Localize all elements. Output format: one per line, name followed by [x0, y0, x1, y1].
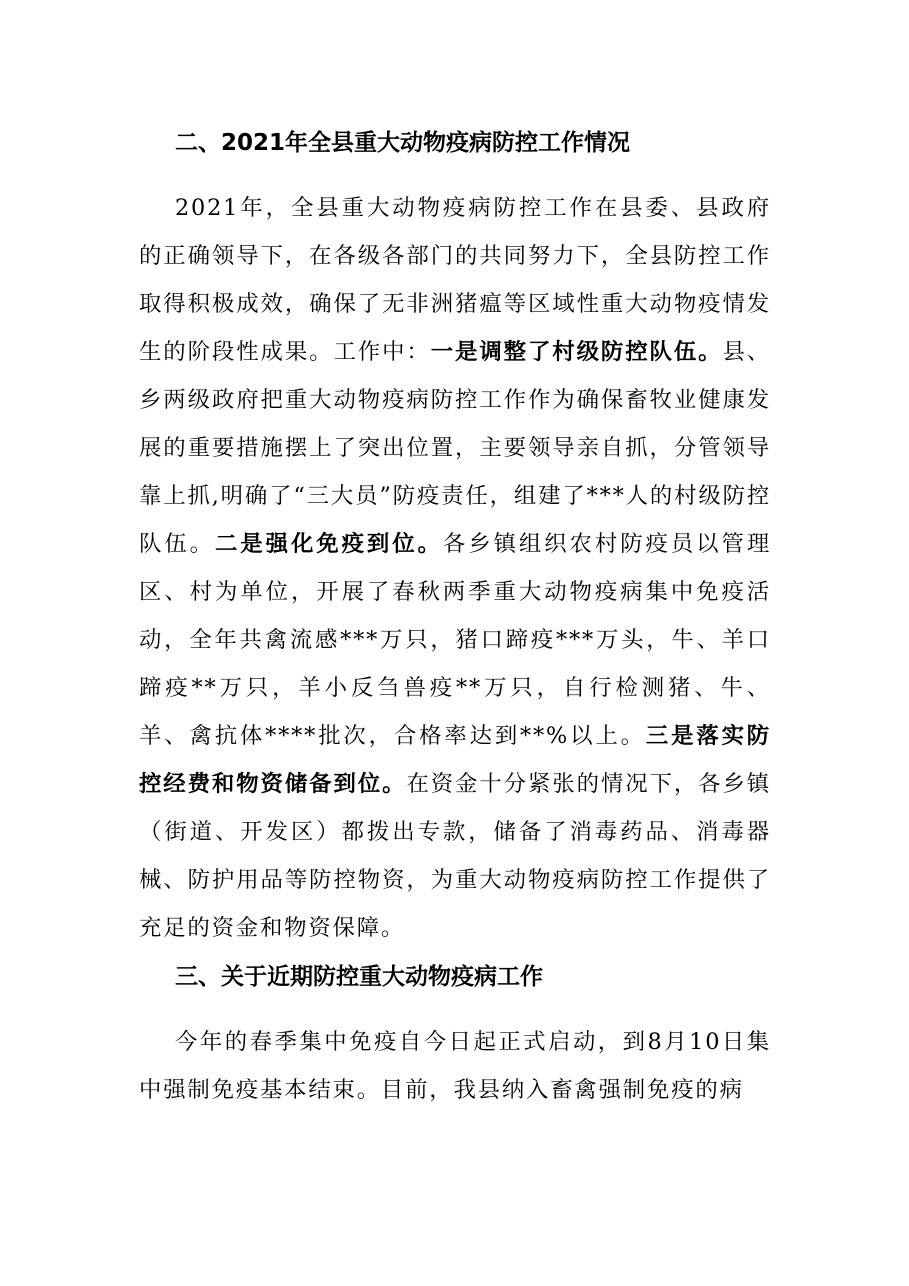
point-3-title: 三是落实防控经费和物资储备到位。 [139, 723, 771, 797]
section-3-paragraph: 今年的春季集中免疫自今日起正式启动，到8月10日集中强制免疫基本结束。目前，我县纳入畜禽强制免疫的病 [139, 1029, 771, 1103]
point-1-body: 县、乡两级政府把重大动物疫病防控工作作为确保畜牧业健康发展的重要措施摆上了突出位置，主要领导亲自抓，分管领导靠上抓,明确了“三大员”防疫责任，组建了***人的村级防控队伍。 [139, 339, 772, 557]
section-3-heading: 三、关于近期防控重大动物疫病工作 [175, 964, 543, 990]
point-3-body: 在资金十分紧张的情况下，各乡镇（街道、开发区）都拨出专款，储备了消毒药品、消毒器械、防护用品等防控物资，为重大动物疫病防控工作提供了充足的资金和物资保障。 [139, 771, 771, 941]
point-1-title: 一是调整了村级防控队伍。 [430, 339, 723, 365]
section-2-heading: 二、2021年全县重大动物疫病防控工作情况 [175, 130, 631, 156]
point-2-body: 各乡镇组织农村防疫员以管理区、村为单位，开展了春秋两季重大动物疫病集中免疫活动，全年共禽流感***万只，猪口蹄疫***万头，牛、羊口蹄疫**万只，羊小反刍兽疫**万只，自行检测猪、牛、羊、禽抗体****批次，合格率达到**%以上。 [139, 531, 772, 749]
paragraph-intro: 2021年，全县重大动物疫病防控工作在县委、县政府的正确领导下，在各级各部门的共同努力下，全县防控工作取得积极成效，确保了无非洲猪瘟等区域性重大动物疫情发生的阶段性成果。工作中： [139, 195, 771, 365]
point-2-title: 二是强化免疫到位。 [214, 531, 443, 557]
section-2-paragraph [139, 184, 771, 952]
